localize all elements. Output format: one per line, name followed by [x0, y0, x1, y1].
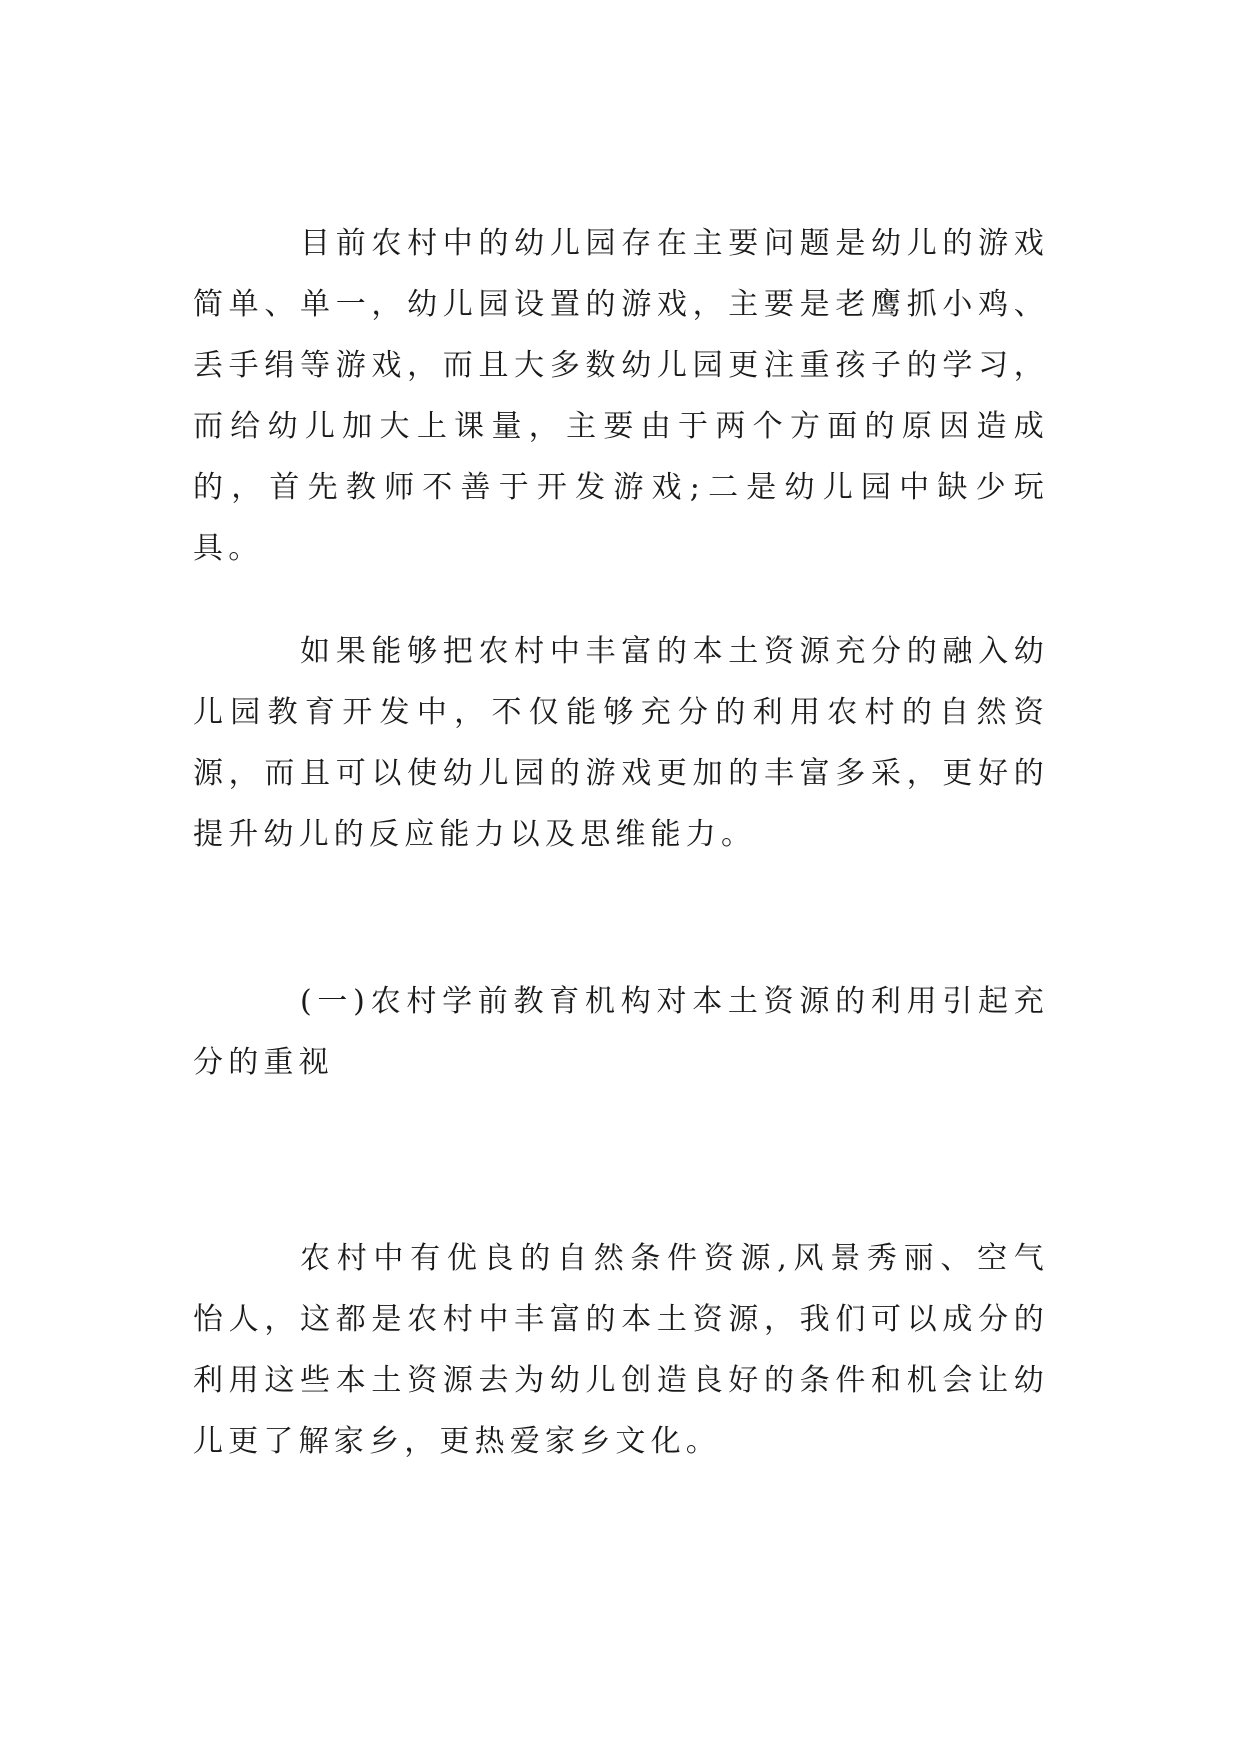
section-heading-one: (一)农村学前教育机构对本土资源的利用引起充分的重视	[193, 984, 1049, 1080]
paragraph-rural-kindergarten-problems: 目前农村中的幼儿园存在主要问题是幼儿的游戏简单、单一，幼儿园设置的游戏，主要是老鹰抓小鸡、丢手绢等游戏，而且大多数幼儿园更注重孩子的学习，而给幼儿加大上课量，主要由于两个方面的原因造成的，首先教师不善于开发游戏;二是幼儿园中缺少玩具。	[193, 226, 1049, 566]
paragraph-local-resources-integration: 如果能够把农村中丰富的本土资源充分的融入幼儿园教育开发中，不仅能够充分的利用农村的自然资源，而且可以使幼儿园的游戏更加的丰富多采，更好的提升幼儿的反应能力以及思维能力。	[193, 634, 1049, 852]
paragraph-natural-conditions: 农村中有优良的自然条件资源,风景秀丽、空气怡人，这都是农村中丰富的本土资源，我们可以成分的利用这些本土资源去为幼儿创造良好的条件和机会让幼儿更了解家乡，更热爱家乡文化。	[193, 1241, 1049, 1459]
